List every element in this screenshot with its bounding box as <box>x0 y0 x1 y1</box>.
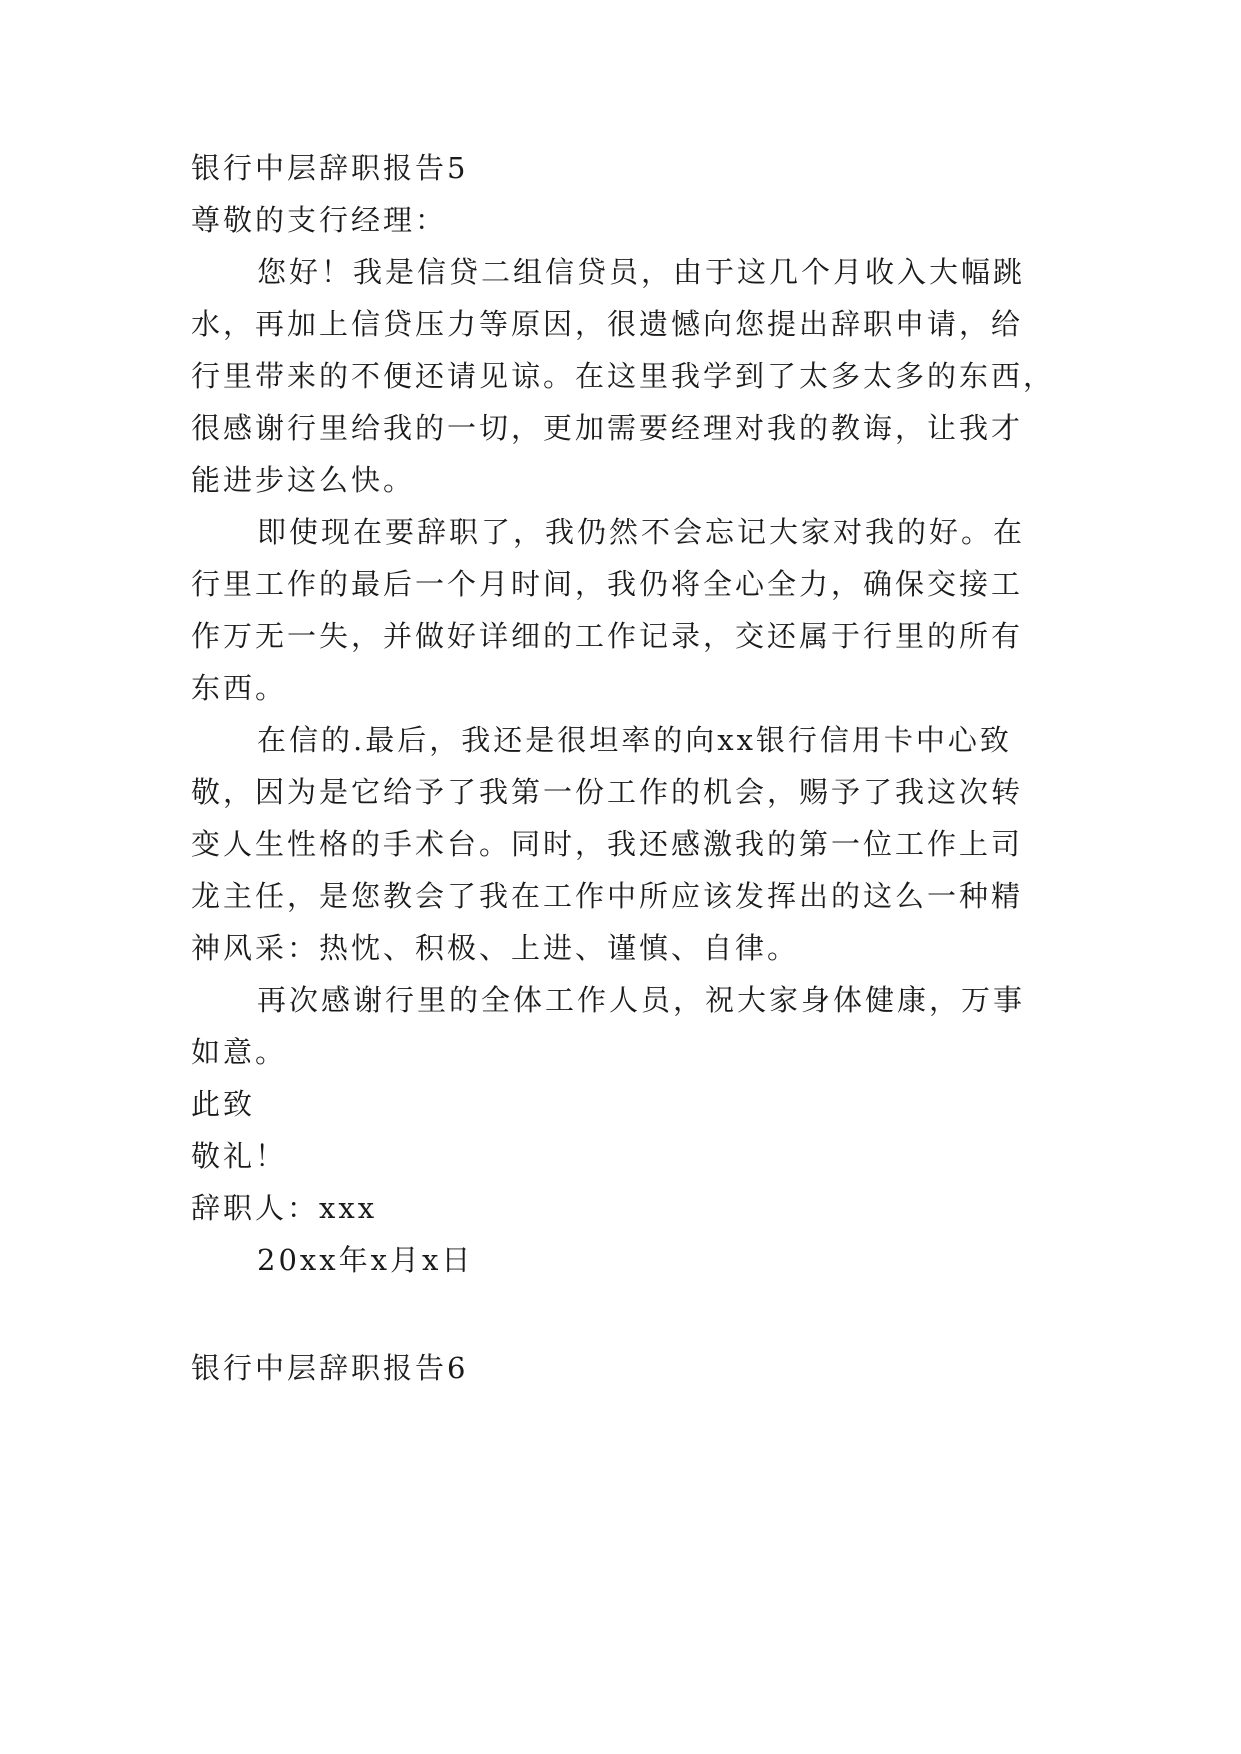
closing-line-2: 敬礼！ <box>191 1139 288 1173</box>
body-line: 能进步这么快。 <box>191 463 416 497</box>
body-line: 即使现在要辞职了，我仍然不会忘记大家对我的好。在 <box>257 515 1026 549</box>
closing-line-1: 此致 <box>191 1087 256 1121</box>
body-line: 很感谢行里给我的一切，更加需要经理对我的教诲，让我才 <box>191 411 1024 445</box>
body-line: 再次感谢行里的全体工作人员，祝大家身体健康，万事 <box>257 983 1026 1017</box>
signer: 辞职人：xxx <box>191 1191 378 1225</box>
body-line: 东西。 <box>191 671 288 705</box>
body-line: 在信的.最后，我还是很坦率的向xx银行信用卡中心致 <box>257 723 1012 757</box>
salutation: 尊敬的支行经理： <box>191 203 448 237</box>
date: 20xx年x月x日 <box>257 1243 474 1277</box>
body-line: 龙主任，是您教会了我在工作中所应该发挥出的这么一种精 <box>191 879 1024 913</box>
body-line: 变人生性格的手术台。同时，我还感激我的第一位工作上司 <box>191 827 1024 861</box>
body-line: 神风采：热忱、积极、上进、谨慎、自律。 <box>191 931 800 965</box>
body-line: 作万无一失，并做好详细的工作记录，交还属于行里的所有 <box>191 619 1024 653</box>
section-title: 银行中层辞职报告6 <box>191 1351 469 1385</box>
section-title: 银行中层辞职报告5 <box>191 151 469 185</box>
body-line: 敬，因为是它给予了我第一份工作的机会，赐予了我这次转 <box>191 775 1024 809</box>
body-line: 行里工作的最后一个月时间，我仍将全心全力，确保交接工 <box>191 567 1024 601</box>
body-line: 行里带来的不便还请见谅。在这里我学到了太多太多的东西， <box>191 359 1056 393</box>
body-line: 水，再加上信贷压力等原因，很遗憾向您提出辞职申请，给 <box>191 307 1024 341</box>
body-line: 如意。 <box>191 1035 288 1069</box>
body-line: 您好！我是信贷二组信贷员，由于这几个月收入大幅跳 <box>257 255 1026 289</box>
